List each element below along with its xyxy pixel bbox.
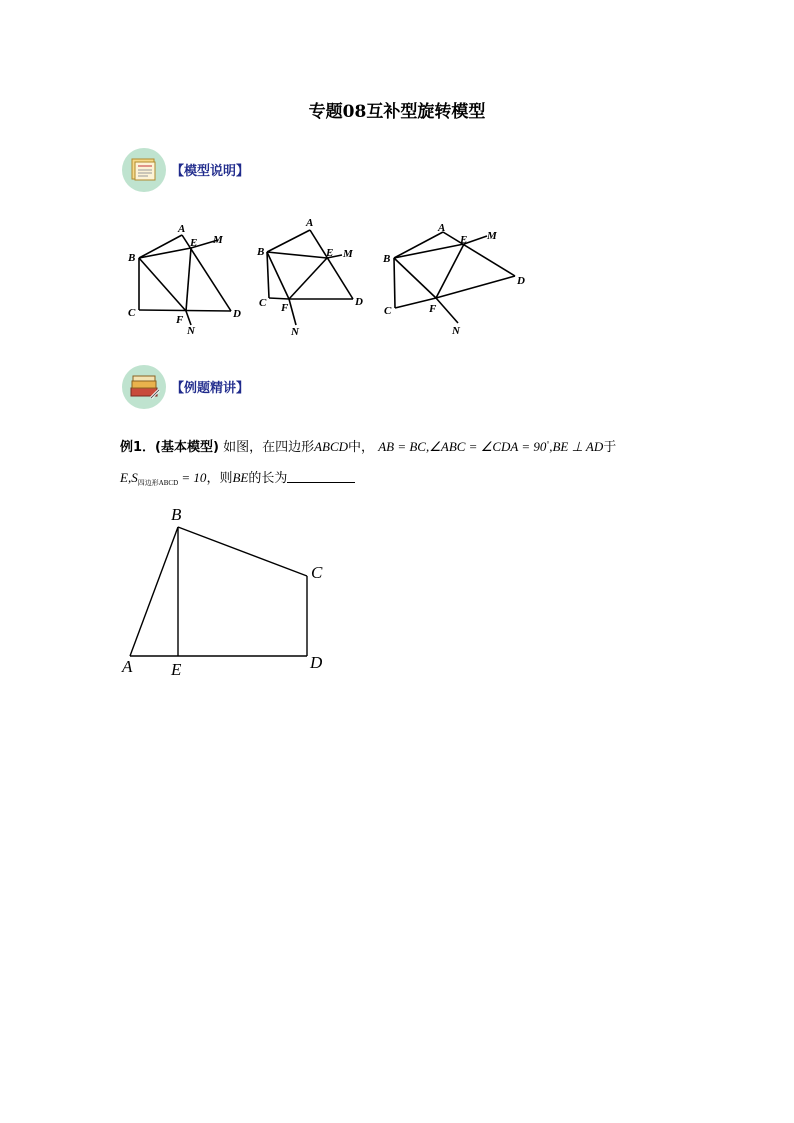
segment-ab [130,527,178,656]
books-icon [121,364,167,410]
example1-quad: ABCD [314,439,349,454]
example1-line2-start: E,S [120,470,138,485]
fig2-label-c: C [259,297,267,309]
label-c: C [311,563,323,582]
example1-line2 [120,467,355,488]
section-model-label: 【模型说明】 [171,164,250,179]
example1-degree: ° [546,440,550,448]
fig1-label-d: D [233,308,241,320]
example1-text3: 于 [603,440,617,455]
label-b: B [171,505,182,524]
label-e: E [171,660,182,679]
fig1-label-n: N [187,325,195,337]
answer-blank [287,470,355,483]
fig3-label-n: N [452,325,460,337]
example1-text2: 中， [348,440,375,455]
fig2-label-b: B [257,246,265,258]
example1-line1 [120,436,616,455]
fig3-label-c: C [384,305,392,317]
segment-bc [178,527,307,576]
fig2-label-e: E [326,247,334,259]
fig3-label-f: F [429,303,437,315]
document-icon [121,147,167,193]
example1-text5: 的长为 [248,471,288,486]
fig2-label-m: M [343,248,353,260]
example1-text1: 如图，在四边形 [223,440,315,455]
label-d: D [310,653,323,672]
fig2-label-f: F [281,302,289,314]
fig1-label-a: A [178,223,186,235]
fig2-label-a: A [306,217,314,229]
fig2-label-n: N [291,326,299,338]
fig1-label-c: C [128,307,136,319]
fig3-label-m: M [487,230,497,242]
model-figure-1-labels [127,223,241,337]
page-title: 专题08互补型旋转模型 [308,102,486,122]
fig3-label-b: B [383,253,391,265]
fig3-label-a: A [438,222,446,234]
fig2-label-d: D [355,296,363,308]
fig3-label-d: D [517,275,525,287]
fig1-label-e: E [190,237,198,249]
fig1-label-m: M [213,234,223,246]
fig3-label-e: E [460,234,468,246]
example1-condition: AB = BC,∠ABC = ∠CDA = 90 [378,439,547,454]
example1-tag: (基本模型) [155,440,219,455]
model-figure-1 [139,235,231,325]
model-figure-2 [267,230,353,325]
example1-number: 例1． [120,440,156,455]
example1-area-eq: = 10 [178,470,207,485]
example1-text4: ，则 [206,471,233,486]
fig1-label-f: F [176,314,184,326]
section-example-label: 【例题精讲】 [171,381,250,396]
example1-figure [110,500,350,685]
example1-area-subscript: 四边形ABCD [137,479,179,487]
model-figure-3 [394,232,515,323]
label-a: A [122,657,133,676]
model-figures [120,210,540,340]
example1-condition2: ,BE ⊥ AD [549,439,604,454]
fig1-label-b: B [128,252,136,264]
example1-be: BE [232,470,249,485]
